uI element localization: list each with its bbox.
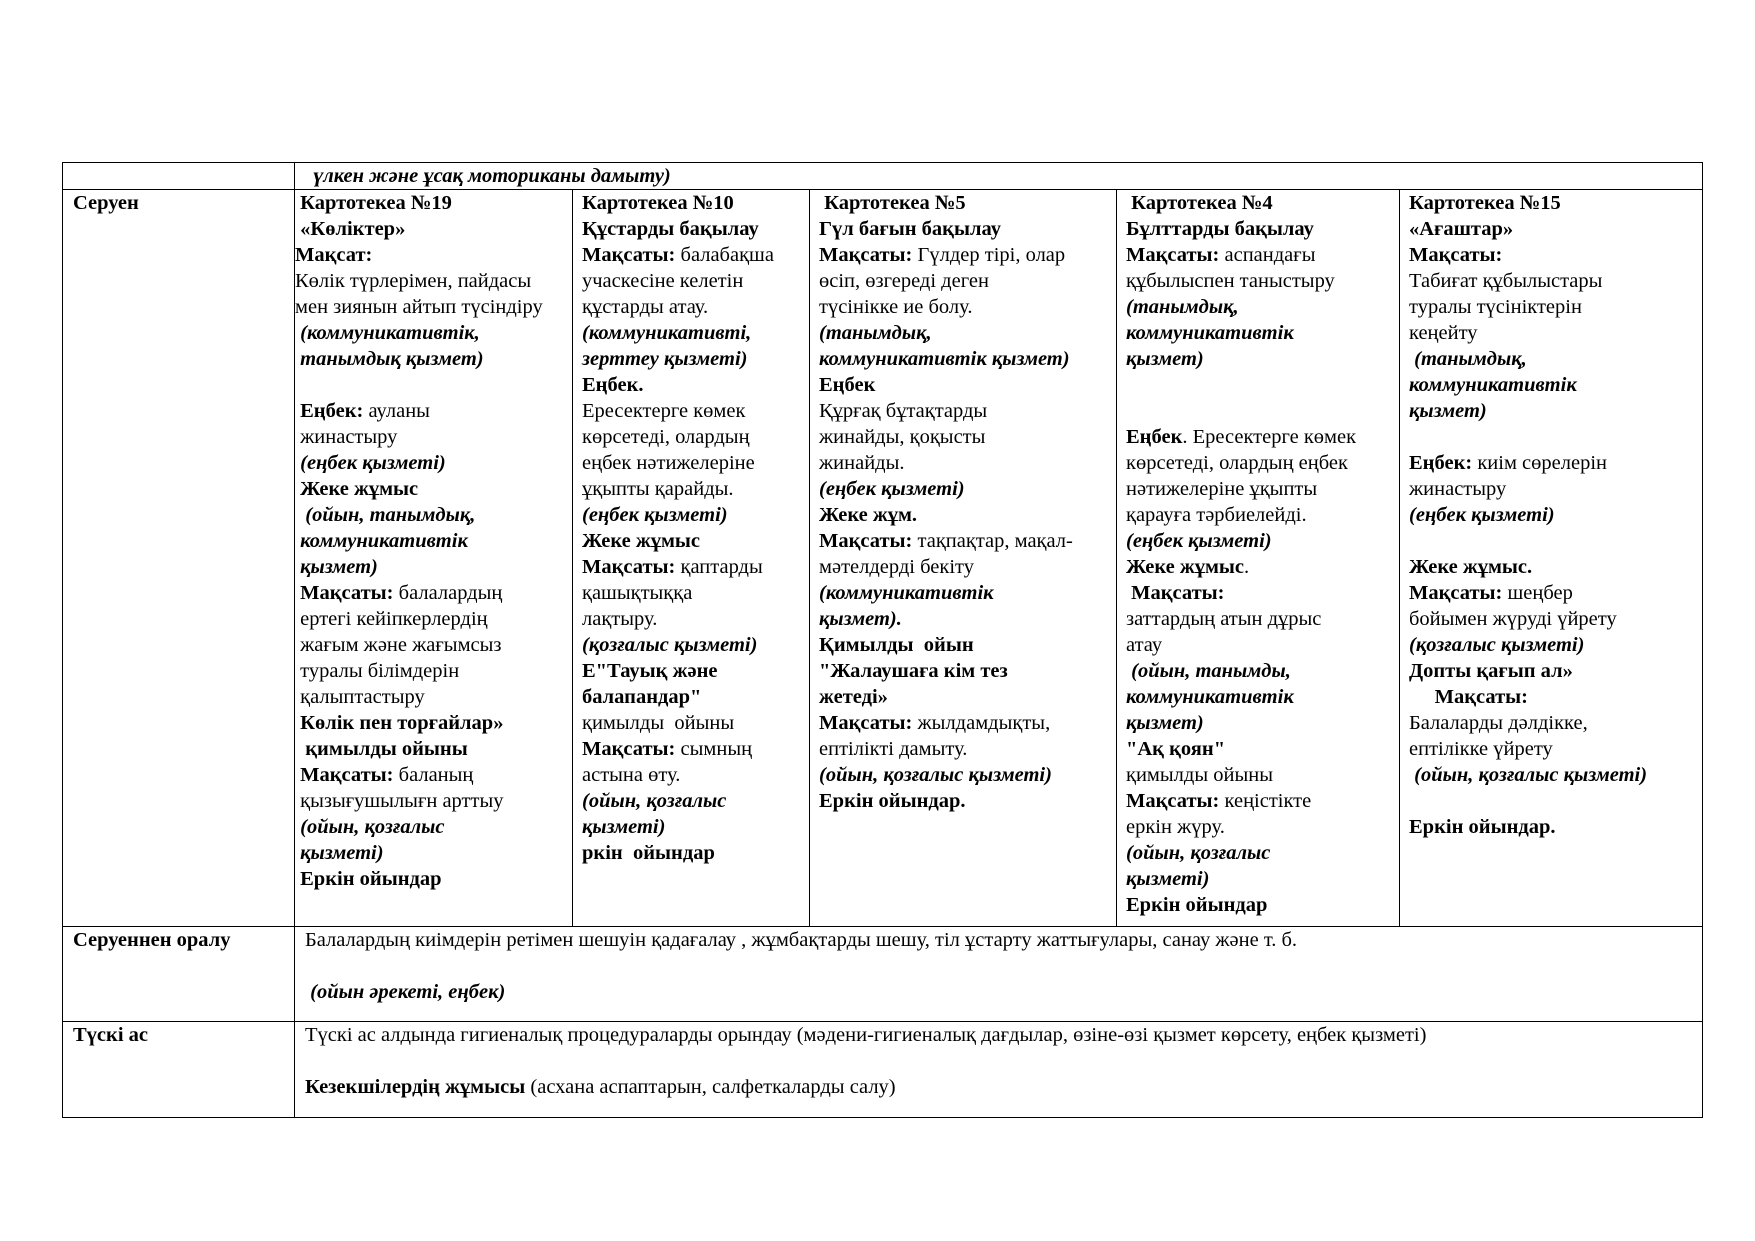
text-line bbox=[295, 710, 569, 736]
text-run: Еркін ойындар bbox=[1126, 894, 1268, 916]
text-line bbox=[1126, 242, 1396, 268]
text-run: Қимылды ойын bbox=[819, 634, 974, 656]
text-run: коммуникативтік bbox=[1126, 686, 1294, 708]
text-run: коммуникативтік bbox=[1409, 374, 1577, 396]
text-line bbox=[582, 450, 806, 476]
text-line bbox=[1126, 788, 1396, 814]
text-line bbox=[582, 580, 806, 606]
text-line bbox=[295, 476, 569, 502]
text-line bbox=[295, 450, 569, 476]
text-run: Мақсаты: bbox=[1409, 582, 1503, 604]
text-line bbox=[295, 372, 569, 398]
text-line bbox=[295, 554, 569, 580]
text-line bbox=[582, 762, 806, 788]
text-run: қызметі) bbox=[295, 842, 384, 864]
table-row bbox=[63, 1022, 1703, 1118]
text-run: Мақсаты: bbox=[295, 582, 394, 604]
text-line bbox=[295, 528, 569, 554]
text-run: Көлік түрлерімен, пайдасы bbox=[295, 270, 532, 292]
text-run: . bbox=[1244, 556, 1250, 578]
text-line bbox=[1409, 476, 1699, 502]
text-run: «Ағаштар» bbox=[1409, 218, 1514, 240]
text-line bbox=[819, 580, 1113, 606]
text-run: Мақсат: bbox=[295, 244, 373, 266]
text-run: еркін жүру. bbox=[1126, 816, 1225, 838]
text-line bbox=[582, 710, 806, 736]
text-line bbox=[819, 606, 1113, 632]
text-run: (ойын, қозғалыс bbox=[295, 816, 445, 838]
text-line bbox=[295, 736, 569, 762]
text-line bbox=[1126, 294, 1396, 320]
text-line bbox=[295, 580, 569, 606]
text-line bbox=[1126, 528, 1396, 554]
text-line bbox=[582, 294, 806, 320]
text-line bbox=[819, 372, 1113, 398]
card-cell bbox=[1117, 190, 1400, 927]
text-line bbox=[1409, 658, 1699, 684]
text-line bbox=[295, 840, 569, 866]
text-run: кеңістікте bbox=[1219, 790, 1312, 812]
text-run: туралы түсініктерін bbox=[1409, 296, 1582, 318]
text-line bbox=[1409, 684, 1699, 710]
card-cell bbox=[810, 190, 1117, 927]
text-line bbox=[582, 268, 806, 294]
text-line bbox=[1126, 372, 1396, 398]
text-line bbox=[819, 476, 1113, 502]
text-line bbox=[819, 684, 1113, 710]
text-run: учаскесіне келетін bbox=[582, 270, 744, 292]
text-run: Гүлдер тірі, олар bbox=[912, 244, 1066, 266]
row-label-return: Серуеннен оралу bbox=[63, 927, 295, 1022]
card-cell bbox=[573, 190, 810, 927]
text-line bbox=[295, 658, 569, 684]
text-line bbox=[1409, 528, 1699, 554]
text-run: Еркін ойындар. bbox=[819, 790, 966, 812]
text-line bbox=[582, 632, 806, 658]
text-line bbox=[295, 762, 569, 788]
text-line bbox=[582, 554, 806, 580]
text-line bbox=[1126, 814, 1396, 840]
text-line bbox=[295, 320, 569, 346]
text-line bbox=[295, 606, 569, 632]
text-line bbox=[582, 502, 806, 528]
text-run: Картотекеа №10 bbox=[582, 192, 734, 214]
text-run: (еңбек қызметі) bbox=[582, 504, 728, 526]
text-run: ркін ойындар bbox=[582, 842, 715, 864]
text-line bbox=[819, 268, 1113, 294]
text-line bbox=[295, 502, 569, 528]
text-line bbox=[819, 528, 1113, 554]
text-run: еңбек нәтижелеріне bbox=[582, 452, 755, 474]
text-run: коммуникативтік bbox=[1126, 322, 1294, 344]
text-line bbox=[1126, 736, 1396, 762]
text-line bbox=[819, 450, 1113, 476]
text-run: Құстарды бақылау bbox=[582, 218, 759, 240]
text-line bbox=[582, 814, 806, 840]
text-line bbox=[819, 294, 1113, 320]
text-line bbox=[582, 346, 806, 372]
text-run: Мақсаты: bbox=[1409, 244, 1503, 266]
text-line bbox=[819, 736, 1113, 762]
text-line bbox=[1409, 372, 1699, 398]
text-line bbox=[582, 840, 806, 866]
text-line bbox=[819, 632, 1113, 658]
text-run: түсінікке ие болу. bbox=[819, 296, 973, 318]
text-run: киім сөрелерін bbox=[1472, 452, 1607, 474]
text-run: (ойын, танымды, bbox=[1126, 660, 1291, 682]
text-line bbox=[1126, 684, 1396, 710]
text-run: (ойын, қозғалыс bbox=[582, 790, 727, 812]
text-run: қызметі) bbox=[582, 816, 666, 838]
text-run: балалардың bbox=[393, 582, 503, 604]
text-run: жағым және жағымсыз bbox=[295, 634, 502, 656]
daily-plan-table bbox=[62, 162, 1703, 1118]
text-run: . Ересектерге көмек bbox=[1182, 426, 1357, 448]
text-run: (еңбек қызметі) bbox=[1126, 530, 1272, 552]
text-run: қашықтыққа bbox=[582, 582, 693, 604]
text-line bbox=[1409, 606, 1699, 632]
text-run: балапандар" bbox=[582, 686, 702, 708]
text-run: Жеке жұмыс bbox=[1126, 556, 1245, 578]
text-run: жылдамдықты, bbox=[912, 712, 1051, 734]
text-run: Мақсаты: bbox=[1126, 582, 1225, 604]
text-line bbox=[305, 1074, 1699, 1100]
text-line bbox=[295, 242, 569, 268]
text-line bbox=[295, 866, 569, 892]
text-run: (ойын, қозғалыс bbox=[1126, 842, 1271, 864]
text-run: Жеке жұмыс. bbox=[1409, 556, 1533, 578]
text-run: Картотекеа №19 bbox=[295, 192, 452, 214]
text-run: Көлік пен торғайлар» bbox=[295, 712, 504, 734]
text-run: Балаларды дәлдікке, bbox=[1409, 712, 1588, 734]
text-run: жинайды. bbox=[819, 452, 905, 474]
text-run: коммуникативтік қызмет) bbox=[819, 348, 1070, 370]
text-line bbox=[305, 979, 1699, 1005]
text-line bbox=[1409, 632, 1699, 658]
text-run: (танымдық, bbox=[1409, 348, 1527, 370]
text-line bbox=[1126, 216, 1396, 242]
text-run: Жеке жұмыс bbox=[295, 478, 419, 500]
text-line bbox=[305, 927, 1699, 953]
text-line bbox=[1409, 580, 1699, 606]
text-run: (ойын, қозғалыс қызметі) bbox=[1409, 764, 1648, 786]
text-line bbox=[1409, 736, 1699, 762]
text-run: Мақсаты: bbox=[1409, 686, 1529, 708]
text-line bbox=[1409, 294, 1699, 320]
text-run: Жеке жұмыс bbox=[582, 530, 701, 552]
text-run: (коммуникативті, bbox=[582, 322, 752, 344]
text-line bbox=[1126, 658, 1396, 684]
text-run: Мақсаты: bbox=[819, 244, 913, 266]
text-line bbox=[1126, 632, 1396, 658]
text-line bbox=[1409, 320, 1699, 346]
text-run: астына өту. bbox=[582, 764, 681, 786]
text-run: қызмет) bbox=[295, 556, 378, 578]
text-line bbox=[582, 658, 806, 684]
text-run: мәтелдерді бекіту bbox=[819, 556, 974, 578]
text-run: Мақсаты: bbox=[1126, 790, 1220, 812]
text-line bbox=[1126, 580, 1396, 606]
text-line bbox=[582, 398, 806, 424]
text-line bbox=[295, 788, 569, 814]
text-run: Мақсаты: bbox=[819, 712, 913, 734]
text-line bbox=[1126, 268, 1396, 294]
text-line bbox=[582, 190, 806, 216]
text-run: қарауға тәрбиелейді. bbox=[1126, 504, 1307, 526]
text-run: Гүл бағын бақылау bbox=[819, 218, 1001, 240]
text-line bbox=[1126, 892, 1396, 918]
text-run: лақтыру. bbox=[582, 608, 658, 630]
text-run: (ойын, қозғалыс қызметі) bbox=[819, 764, 1052, 786]
text-run: ауланы bbox=[363, 400, 430, 422]
text-run: "Жалаушаға кім тез bbox=[819, 660, 1008, 682]
text-run: туралы білімдерін bbox=[295, 660, 460, 682]
text-run: "Ақ қоян" bbox=[1126, 738, 1226, 760]
text-run: шеңбер bbox=[1502, 582, 1573, 604]
text-run: Картотекеа №4 bbox=[1126, 192, 1273, 214]
text-line bbox=[295, 294, 569, 320]
text-run: (қозғалыс қызметі) bbox=[1409, 634, 1585, 656]
text-line bbox=[582, 684, 806, 710]
text-run: қызметі) bbox=[1126, 868, 1210, 890]
text-run: көрсетеді, олардың еңбек bbox=[1126, 452, 1348, 474]
text-run: қызмет) bbox=[1126, 348, 1204, 370]
text-run: (танымдық, bbox=[819, 322, 932, 344]
text-run: ептілікке үйрету bbox=[1409, 738, 1553, 760]
text-line bbox=[1409, 424, 1699, 450]
text-run: (еңбек қызметі) bbox=[819, 478, 965, 500]
text-line bbox=[582, 320, 806, 346]
text-run: Ересектерге көмек bbox=[582, 400, 746, 422]
text-line bbox=[305, 1048, 1699, 1074]
text-run: қаптарды bbox=[675, 556, 763, 578]
text-line bbox=[582, 606, 806, 632]
text-line bbox=[1126, 840, 1396, 866]
text-run: (ойын әрекеті, еңбек) bbox=[305, 981, 506, 1003]
text-line bbox=[295, 814, 569, 840]
text-run: Мақсаты: bbox=[1126, 244, 1220, 266]
text-run: Мақсаты: bbox=[582, 556, 676, 578]
card-cell bbox=[1400, 190, 1703, 927]
text-line bbox=[295, 632, 569, 658]
text-run: Кезекшілердің жұмысы bbox=[305, 1076, 526, 1098]
text-line bbox=[1409, 814, 1699, 840]
text-run: Мақсаты: bbox=[582, 738, 676, 760]
text-line bbox=[1126, 398, 1396, 424]
table-row bbox=[63, 190, 1703, 927]
text-line bbox=[819, 190, 1113, 216]
text-run: мен зиянын айтып түсіндіру bbox=[295, 296, 543, 318]
table-row bbox=[63, 163, 1703, 190]
text-run: Балалардың киімдерін ретімен шешуін қадағалау , жұмбақтарды шешу, тіл ұстарту жаттығулары, санау және т. б. bbox=[305, 929, 1298, 951]
text-line bbox=[305, 953, 1699, 979]
text-line bbox=[1126, 762, 1396, 788]
text-run: Түскі ас алдында гигиеналық процедураларды орындау (мәдени-гигиеналық дағдылар, өзіне-өзі қызмет көрсету, еңбек қызметі) bbox=[305, 1024, 1427, 1046]
text-line bbox=[582, 372, 806, 398]
text-run: нәтижелеріне ұқыпты bbox=[1126, 478, 1318, 500]
text-run: баланың bbox=[393, 764, 474, 786]
text-run: құбылыспен таныстыру bbox=[1126, 270, 1335, 292]
text-line bbox=[295, 268, 569, 294]
row-label-seruen: Серуен bbox=[63, 190, 295, 927]
card-cell bbox=[295, 190, 573, 927]
text-run: Құрғақ бұтақтарды bbox=[819, 400, 988, 422]
text-run: қимылды ойыны bbox=[295, 738, 468, 760]
text-run: танымдық қызмет) bbox=[295, 348, 484, 370]
text-line bbox=[819, 398, 1113, 424]
text-line bbox=[582, 216, 806, 242]
text-run: атау bbox=[1126, 634, 1163, 656]
text-line bbox=[295, 346, 569, 372]
text-line bbox=[1126, 476, 1396, 502]
text-run: (коммуникативтік, bbox=[295, 322, 480, 344]
row-label-cell bbox=[63, 163, 295, 190]
text-run: қызмет) bbox=[1126, 712, 1204, 734]
text-run: қалыптастыру bbox=[295, 686, 425, 708]
text-line bbox=[1409, 346, 1699, 372]
row-label-lunch: Түскі ас bbox=[63, 1022, 295, 1118]
text-run: Мақсаты: bbox=[582, 244, 676, 266]
text-run: Еңбек bbox=[1126, 426, 1183, 448]
text-run: қызығушылығн арттыу bbox=[295, 790, 504, 812]
text-run: (коммуникативтік bbox=[819, 582, 994, 604]
text-line bbox=[582, 424, 806, 450]
text-line bbox=[819, 554, 1113, 580]
text-run: зерттеу қызметі) bbox=[582, 348, 748, 370]
text-line bbox=[819, 788, 1113, 814]
text-line bbox=[1409, 242, 1699, 268]
text-run: құстарды атау. bbox=[582, 296, 709, 318]
text-line bbox=[1126, 424, 1396, 450]
text-run: Еңбек. bbox=[582, 374, 644, 396]
text-run: Допты қағып ал» bbox=[1409, 660, 1573, 682]
text-line bbox=[1126, 866, 1396, 892]
text-run: (ойын, танымдық, bbox=[295, 504, 476, 526]
return-cell bbox=[295, 927, 1703, 1022]
text-run: Бұлттарды бақылау bbox=[1126, 218, 1314, 240]
text-run: (танымдық, bbox=[1126, 296, 1239, 318]
text-line bbox=[819, 762, 1113, 788]
text-line bbox=[1409, 216, 1699, 242]
text-line bbox=[295, 684, 569, 710]
text-line bbox=[1126, 710, 1396, 736]
text-line bbox=[1409, 710, 1699, 736]
text-run: Е"Тауық және bbox=[582, 660, 718, 682]
text-line bbox=[819, 216, 1113, 242]
text-run: жинастыру bbox=[295, 426, 398, 448]
text-run: тақпақтар, мақал- bbox=[912, 530, 1073, 552]
text-line bbox=[1126, 190, 1396, 216]
text-line bbox=[1409, 554, 1699, 580]
text-run: ұқыпты қарайды. bbox=[582, 478, 734, 500]
text-run: (асхана аспаптарын, салфеткаларды салу) bbox=[525, 1076, 896, 1098]
text-line bbox=[1126, 554, 1396, 580]
text-run: Жеке жұм. bbox=[819, 504, 918, 526]
text-line bbox=[819, 658, 1113, 684]
text-run: бойымен жүруді үйрету bbox=[1409, 608, 1617, 630]
lunch-cell bbox=[295, 1022, 1703, 1118]
text-line bbox=[1126, 450, 1396, 476]
text-line bbox=[582, 528, 806, 554]
text-line bbox=[1409, 268, 1699, 294]
text-line bbox=[582, 242, 806, 268]
text-run: қызмет). bbox=[819, 608, 902, 630]
text-line bbox=[582, 476, 806, 502]
text-run: кеңейту bbox=[1409, 322, 1478, 344]
text-line bbox=[305, 1022, 1699, 1048]
text-run: Мақсаты: bbox=[295, 764, 394, 786]
text-run: Табиғат құбылыстары bbox=[1409, 270, 1603, 292]
continuation-cell bbox=[295, 163, 1703, 190]
text-run: жинастыру bbox=[1409, 478, 1507, 500]
text-run: қимылды ойыны bbox=[1126, 764, 1273, 786]
text-line bbox=[1409, 398, 1699, 424]
text-run: Еңбек: bbox=[1409, 452, 1473, 474]
text-line bbox=[819, 710, 1113, 736]
text-run: қимылды ойыны bbox=[582, 712, 735, 734]
text-run: жинайды, қоқысты bbox=[819, 426, 986, 448]
text-line bbox=[1409, 762, 1699, 788]
text-run: аспандағы bbox=[1219, 244, 1316, 266]
text-run: Картотекеа №15 bbox=[1409, 192, 1561, 214]
text-run: көрсетеді, олардың bbox=[582, 426, 750, 448]
text-run: Картотекеа №5 bbox=[819, 192, 966, 214]
text-line bbox=[1409, 788, 1699, 814]
text-line bbox=[1126, 606, 1396, 632]
text-line bbox=[295, 398, 569, 424]
text-line bbox=[819, 346, 1113, 372]
text-run: заттардың атын дұрыс bbox=[1126, 608, 1322, 630]
text-line bbox=[582, 788, 806, 814]
text-line bbox=[295, 190, 569, 216]
text-line bbox=[1409, 450, 1699, 476]
text-run: ептілікті дамыту. bbox=[819, 738, 968, 760]
text-run: (еңбек қызметі) bbox=[1409, 504, 1555, 526]
text-run: Еңбек: bbox=[295, 400, 364, 422]
text-run: жетеді» bbox=[819, 686, 888, 708]
text-line bbox=[819, 242, 1113, 268]
text-run: Еркін ойындар. bbox=[1409, 816, 1556, 838]
text-line bbox=[1126, 502, 1396, 528]
text-line bbox=[1126, 346, 1396, 372]
table-row bbox=[63, 927, 1703, 1022]
text-run: коммуникативтік bbox=[295, 530, 468, 552]
text-line bbox=[1126, 320, 1396, 346]
text-run: қызмет) bbox=[1409, 400, 1487, 422]
text-line bbox=[295, 216, 569, 242]
continuation-text: үлкен және ұсақ моториканы дамыту) bbox=[313, 165, 671, 187]
text-line bbox=[819, 320, 1113, 346]
text-run: балабақша bbox=[675, 244, 774, 266]
text-run: өсіп, өзгереді деген bbox=[819, 270, 989, 292]
text-line bbox=[582, 736, 806, 762]
text-run: (қозғалыс қызметі) bbox=[582, 634, 758, 656]
text-run: Мақсаты: bbox=[819, 530, 913, 552]
text-line bbox=[295, 424, 569, 450]
text-run: «Көліктер» bbox=[295, 218, 406, 240]
text-run: Еркін ойындар bbox=[295, 868, 442, 890]
text-line bbox=[819, 424, 1113, 450]
text-run: сымның bbox=[675, 738, 753, 760]
text-line bbox=[1409, 190, 1699, 216]
text-run: Еңбек bbox=[819, 374, 876, 396]
text-run: (еңбек қызметі) bbox=[295, 452, 446, 474]
text-line bbox=[819, 502, 1113, 528]
text-run: ертегі кейіпкерлердің bbox=[295, 608, 488, 630]
text-line bbox=[1409, 502, 1699, 528]
